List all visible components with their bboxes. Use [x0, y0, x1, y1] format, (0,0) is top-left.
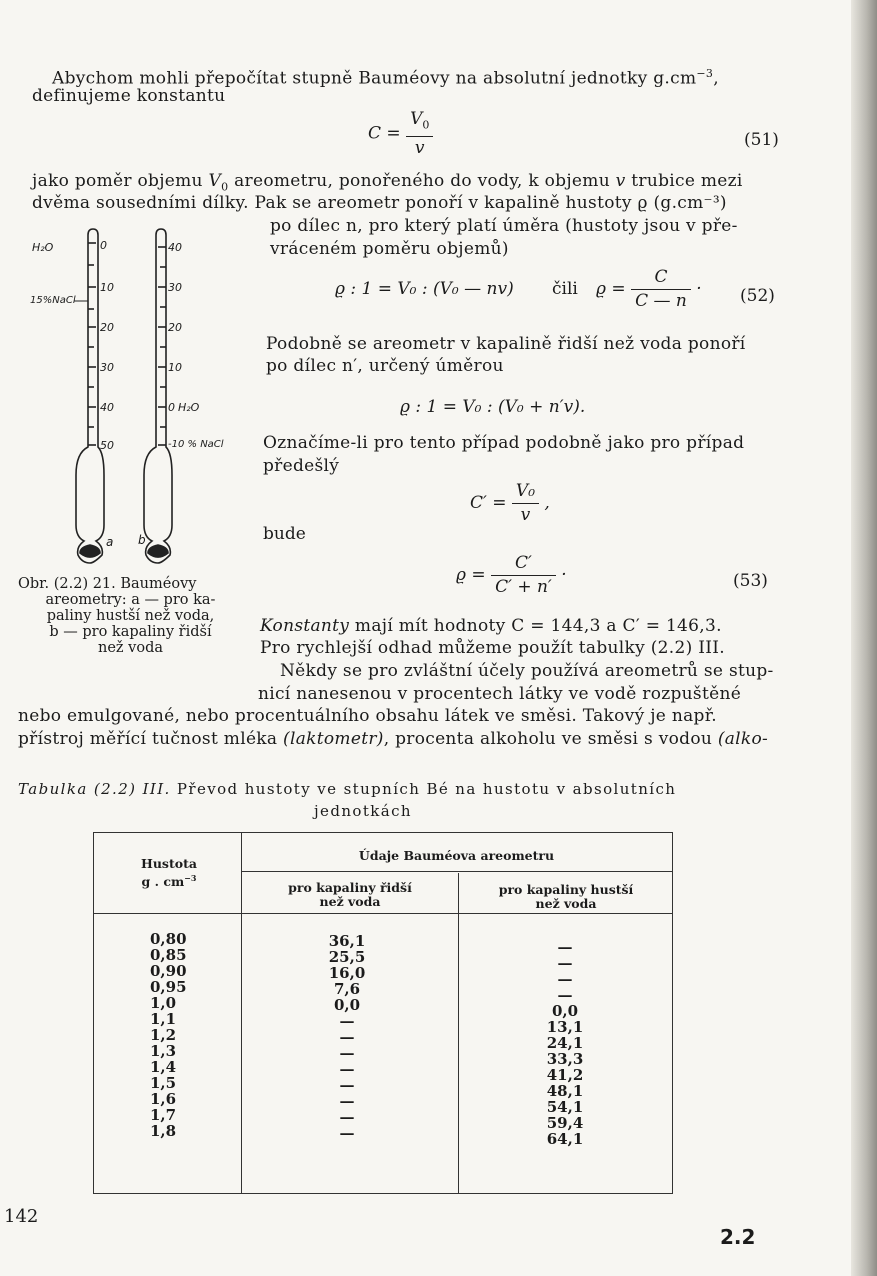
para4-line-1: Konstanty mají mít hodnoty C = 144,3 a C′ = 146,3. — [260, 616, 722, 636]
table-title-line-2: jednotkách — [314, 802, 412, 820]
equation-proportion: ϱ : 1 = V₀ : (V₀ + n′v). — [400, 397, 586, 417]
tick-a-40: 40 — [100, 401, 114, 414]
label-b-nacl: -10 % NaCl — [168, 439, 224, 450]
equation-number-52: (52) — [740, 286, 775, 306]
intro-line-1: Abychom mohli přepočítat stupně Bauméovy na absolutní jednotky $g.cm^{-3}$, — [52, 67, 719, 89]
equation-number-51: (51) — [744, 130, 779, 150]
word-bude: bude — [263, 524, 306, 544]
para3-line-2: předešlý — [263, 456, 340, 476]
equation-number-53: (53) — [733, 571, 768, 591]
para4-line-4: nicí nanesenou v procentech látky ve vodě rozpuštěné — [258, 684, 742, 704]
tick-a-30: 30 — [100, 361, 114, 374]
label-a: a — [106, 535, 114, 549]
tick-b-0: 0 — [168, 401, 175, 414]
equation-52-conj: čili — [552, 279, 578, 299]
areometer-b — [144, 229, 172, 563]
label-a-h2o: H₂O — [32, 241, 54, 254]
header-heavier: pro kapaliny hustší než voda — [498, 882, 634, 911]
areometer-drawing — [30, 225, 245, 570]
equation-52-right: ϱ = $\frac{C}{C — n}$ · — [596, 267, 702, 311]
para1-line-4: vráceném poměru objemů) — [270, 239, 509, 259]
equation-52-left: ϱ : 1 = V₀ : (V₀ — nv) — [335, 279, 514, 299]
tick-a-10: 10 — [100, 281, 114, 294]
para2-line-2: po dílec n′, určený úměrou — [266, 356, 504, 376]
page-edge-shadow — [851, 0, 877, 1276]
column-heavier: — — — — 0,0 13,1 24,1 33,3 41,2 48,1 54,1 59,4 64,1 — [546, 938, 584, 1148]
page-number: 142 — [4, 1206, 39, 1227]
para1-line-3: po dílec n, pro který platí úměra (hustoty jsou v pře- — [270, 216, 738, 236]
label-a-nacl: 15%NaCl — [30, 295, 76, 306]
tick-a-50: 50 — [100, 439, 114, 452]
para4-line-5: nebo emulgované, nebo procentuálního obsahu látek ve směsi. Takový je např. — [18, 706, 717, 726]
areometer-a — [74, 229, 104, 563]
areometer-figure — [30, 225, 245, 570]
tick-b-20: 20 — [168, 321, 182, 334]
para3-line-1: Označíme-li pro tento případ podobně jako pro případ — [263, 433, 745, 453]
header-lighter: pro kapaliny řidší než voda — [288, 880, 412, 909]
para4-line-2: Pro rychlejší odhad můžeme použít tabulky (2.2) III. — [260, 638, 725, 658]
tick-a-20: 20 — [100, 321, 114, 334]
equation-53: ϱ = $\frac{C'}{C' + n'}$ · — [456, 553, 567, 597]
label-b-h2o: H₂O — [178, 401, 200, 414]
equation-51: C = $\frac{V_0}{v}$ — [368, 108, 433, 160]
para1-line-2: dvěma sousedními dílky. Pak se areometr ponoří v kapalině hustoty ϱ (g.cm⁻³) — [32, 193, 727, 213]
para4-line-6: přístroj měřící tučnost mléka (laktometr), procenta alkoholu ve směsi s vodou (alko- — [18, 729, 769, 749]
tick-b-10: 10 — [168, 361, 182, 374]
para1-line-1: jako poměr objemu $V_0$ areometru, ponořeného do vody, k objemu v trubice mezi — [32, 171, 743, 194]
figure-caption: Obr. (2.2) 21. Bauméovy areometry: a — pro ka- paliny hustší než voda, b — pro kapaliny řidší než voda — [18, 576, 216, 656]
table-title: Tabulka (2.2) III. Převod hustoty ve stupních Bé na hustotu v absolutních — [18, 780, 677, 798]
equation-c-prime: C′ = $\frac{\text{V₀}}{v}$ , — [470, 481, 550, 525]
intro-line-2: definujeme konstantu — [32, 86, 226, 106]
para4-line-3: Někdy se pro zvláštní účely používá areometrů se stup- — [280, 661, 774, 681]
column-lighter: 36,1 25,5 16,0 7,6 0,0 — — — — — — — — — [328, 932, 366, 1142]
label-b: b — [138, 533, 146, 547]
tick-b-40: 40 — [168, 241, 182, 254]
para2-line-1: Podobně se areometr v kapalině řidší než voda ponoří — [266, 334, 746, 354]
column-density: 0,80 0,85 0,90 0,95 1,0 1,1 1,2 1,3 1,4 1,5 1,6 1,7 1,8 — [150, 930, 187, 1140]
header-baume-group: Údaje Bauméova areometru — [358, 848, 555, 863]
conversion-table — [93, 832, 673, 1194]
section-number: 2.2 — [720, 1225, 756, 1249]
tick-b-30: 30 — [168, 281, 182, 294]
tick-a-0: 0 — [100, 239, 107, 252]
header-density: Hustota g . $cm^{-3}$ — [141, 856, 197, 890]
